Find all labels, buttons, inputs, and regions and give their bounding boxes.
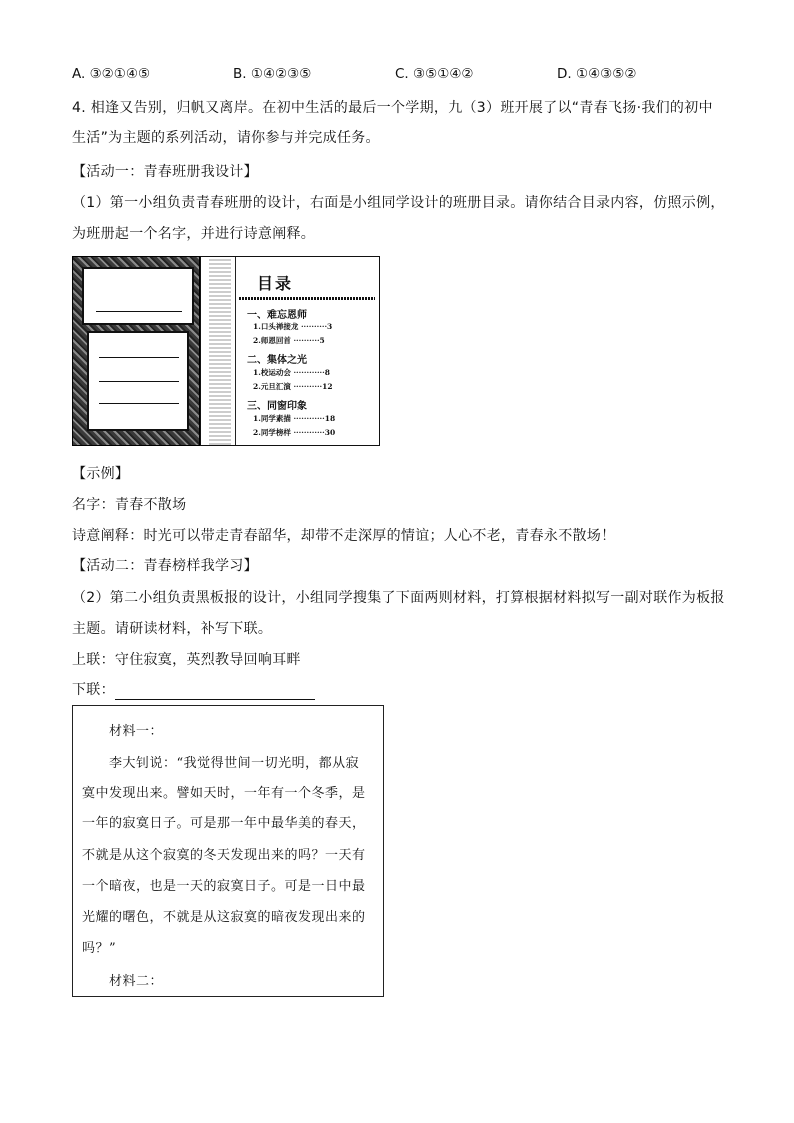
q2-line1: （2）第二小组负责黑板报的设计，小组同学搜集了下面两则材料，打算根据材料拟写一副对联作为板报 (72, 590, 725, 606)
toc-heading: 目录 (257, 274, 294, 293)
album-cover-image (72, 256, 200, 446)
toc-section-3: 三、同窗印象 (247, 401, 307, 412)
upper-couplet: 上联：守住寂寞，英烈教导回响耳畔 (72, 652, 301, 668)
example-explain: 诗意阐释：时光可以带走青春韶华，却带不走深厚的情谊；人心不老，青春永不散场！ (72, 528, 616, 544)
name-box (82, 267, 194, 325)
toc-section-2: 二、集体之光 (247, 355, 307, 366)
material1-title: 材料一： (109, 724, 164, 739)
toc-item: 2.元旦汇演 ···········12 (253, 382, 333, 391)
example-name: 名字：青春不散场 (72, 497, 187, 513)
class-album-figure (72, 256, 380, 446)
toc-item: 1.校运动会 ············8 (253, 368, 330, 377)
option-b: B. ①④②③⑤ (233, 66, 312, 82)
material1-line: 一个暗夜，也是一天的寂寞日子。可是一日中最 (82, 879, 366, 894)
lower-couplet-label: 下联： (72, 682, 115, 698)
activity1-title: 【活动一：青春班册我设计】 (72, 164, 258, 180)
option-c: C. ③⑤①④② (395, 66, 474, 82)
lower-couplet-row (72, 680, 315, 700)
material1-line: 李大钊说：“我觉得世间一切光明，都从寂 (109, 756, 360, 771)
material1-line: 吗？” (82, 941, 117, 956)
material2-title: 材料二： (109, 974, 164, 989)
question4-line2: 生活”为主题的系列活动，请你参与并完成任务。 (72, 130, 380, 146)
material1-line: 光耀的曙色，不就是从这寂寞的暗夜发现出来的 (82, 910, 366, 925)
toc-item: 1.口头禅接龙 ··········3 (253, 322, 333, 331)
lower-couplet-answer-blank[interactable] (115, 685, 315, 700)
option-d: D. ①④③⑤② (557, 66, 637, 82)
q2-line2: 主题。请研读材料，补写下联。 (72, 621, 273, 637)
materials-box (72, 705, 384, 997)
activity2-title: 【活动二：青春榜样我学习】 (72, 558, 258, 574)
material1-line: 寞中发现出来。譬如天时，一年有一个冬季，是 (82, 786, 366, 801)
material1-line: 一年的寂寞日子。可是那一年中最华美的春天， (82, 816, 366, 831)
example-title: 【示例】 (72, 466, 130, 482)
toc-item: 1.同学素描 ············18 (253, 414, 336, 423)
toc-section-1: 一、难忘恩师 (247, 310, 307, 321)
option-a: A. ③②①④⑤ (72, 66, 151, 82)
toc-item: 2.同学榜样 ············30 (253, 428, 336, 437)
question4-line1: 4. 相逢又告别，归帆又离岸。在初中生活的最后一个学期，九（3）班开展了以“青春飞扬·我们的初中 (72, 100, 713, 116)
q1-line1: （1）第一小组负责青春班册的设计，右面是小组同学设计的班册目录。请你结合目录内容，仿照示例， (72, 195, 725, 211)
toc-panel (200, 256, 380, 446)
material1-line: 不就是从这个寂寞的冬天发现出来的吗？一天有 (82, 848, 366, 863)
toc-item: 2.师恩回首 ··········5 (253, 336, 325, 345)
q1-line2: 为班册起一个名字，并进行诗意阐释。 (72, 226, 316, 242)
explanation-box (87, 331, 189, 431)
